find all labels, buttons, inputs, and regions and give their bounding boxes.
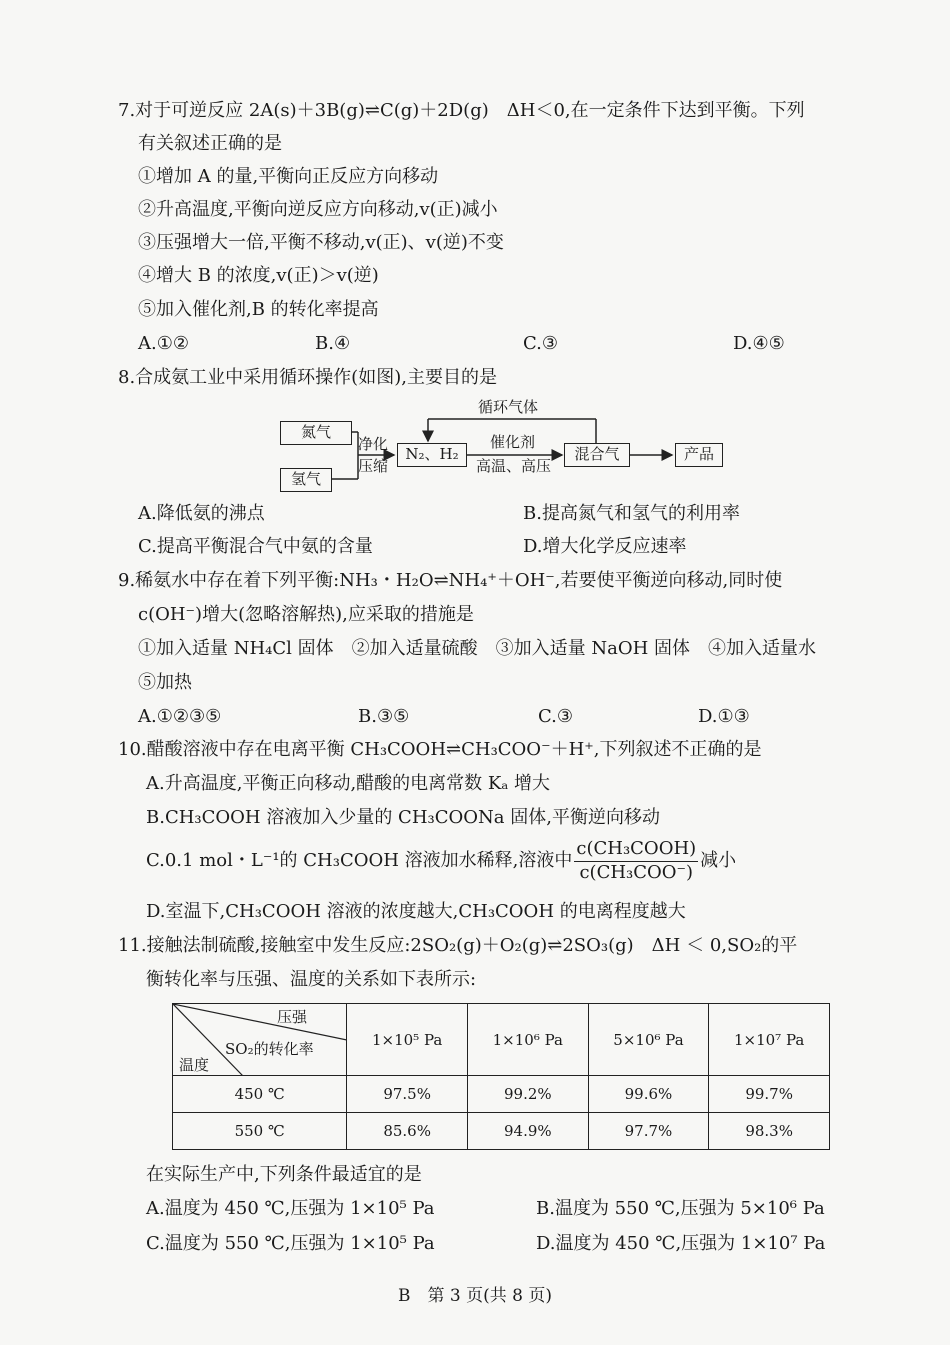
q11-stem-line2: 衡转化率与压强、温度的关系如下表所示: <box>146 969 477 990</box>
q9-items-line2: ⑤加热 <box>138 672 192 693</box>
q8-option-a: A.降低氨的沸点 <box>138 503 265 524</box>
q8-option-d: D.增大化学反应速率 <box>523 536 687 557</box>
table-row <box>173 1113 830 1150</box>
page-footer: B 第 3 页(共 8 页) <box>397 1286 552 1306</box>
concentration-ratio <box>574 838 698 884</box>
table-corner-cell <box>173 1004 347 1076</box>
q9-option-d: D.①③ <box>698 706 750 727</box>
q7-option-d: D.④⑤ <box>733 333 785 354</box>
product-box: 产品 <box>675 443 723 467</box>
q9-option-c: C.③ <box>538 706 573 727</box>
q11-ask: 在实际生产中,下列条件最适宜的是 <box>146 1164 422 1185</box>
header-pressure-4: 1×10⁷ Pa <box>709 1004 830 1076</box>
hydrogen-box: 氢气 <box>280 468 332 492</box>
table-row <box>173 1076 830 1113</box>
table-cell: 97.5% <box>347 1076 468 1113</box>
corner-rate-label: SO₂的转化率 <box>225 1040 314 1058</box>
q7-item-3: ③压强增大一倍,平衡不移动,v(正)、v(逆)不变 <box>138 232 504 253</box>
q8-option-b: B.提高氮气和氢气的利用率 <box>523 503 740 524</box>
corner-temp-label: 温度 <box>179 1056 210 1074</box>
q7-item-5: ⑤加入催化剂,B 的转化率提高 <box>138 299 379 320</box>
q7-stem-line2: 有关叙述正确的是 <box>138 133 282 154</box>
q9-stem-line2: c(OH⁻)增大(忽略溶解热),应采取的措施是 <box>138 604 474 625</box>
q10-stem: 10.醋酸溶液中存在电离平衡 CH₃COOH⇌CH₃COO⁻＋H⁺,下列叙述不正确的是 <box>118 739 762 760</box>
q10-option-b: B.CH₃COOH 溶液加入少量的 CH₃COONa 固体,平衡逆向移动 <box>146 807 660 828</box>
header-pressure-1: 1×10⁵ Pa <box>347 1004 468 1076</box>
q7-option-c: C.③ <box>523 333 558 354</box>
q10-option-c <box>146 838 736 884</box>
conditions-label: 高温、高压 <box>476 457 552 475</box>
q7-item-2: ②升高温度,平衡向逆反应方向移动,v(正)减小 <box>138 199 498 220</box>
conversion-rate-table <box>172 1003 830 1150</box>
catalyst-label: 催化剂 <box>490 433 536 451</box>
row-temp: 550 ℃ <box>173 1113 347 1150</box>
q8-stem: 8.合成氨工业中采用循环操作(如图),主要目的是 <box>118 367 497 388</box>
q11-option-a: A.温度为 450 ℃,压强为 1×10⁵ Pa <box>146 1198 435 1219</box>
q10-option-c-prefix: C.0.1 mol・L⁻¹的 CH₃COOH 溶液加水稀释,溶液中 <box>146 850 573 871</box>
corner-pressure-label: 压强 <box>277 1008 308 1026</box>
q7-option-a: A.①② <box>138 333 189 354</box>
compress-label: 压缩 <box>358 457 389 475</box>
nitrogen-box: 氮气 <box>280 421 352 445</box>
q7-option-b: B.④ <box>315 333 351 354</box>
q9-option-b: B.③⑤ <box>358 706 410 727</box>
q10-option-c-suffix: 减小 <box>700 850 737 871</box>
row-temp: 450 ℃ <box>173 1076 347 1113</box>
header-pressure-2: 1×10⁶ Pa <box>467 1004 588 1076</box>
ratio-denominator: c(CH₃COO⁻) <box>579 861 694 883</box>
q7-item-1: ①增加 A 的量,平衡向正反应方向移动 <box>138 166 439 187</box>
purify-label: 净化 <box>358 435 389 453</box>
table-cell: 97.7% <box>588 1113 709 1150</box>
table-cell: 85.6% <box>347 1113 468 1150</box>
ratio-numerator: c(CH₃COOH) <box>574 838 698 862</box>
table-cell: 99.7% <box>709 1076 830 1113</box>
table-cell: 99.6% <box>588 1076 709 1113</box>
q7-stem-line1: 7.对于可逆反应 2A(s)＋3B(g)⇌C(g)＋2D(g) ΔH＜0,在一定条件下达到平衡。下列 <box>118 100 805 121</box>
recycle-label: 循环气体 <box>478 398 539 416</box>
q7-item-4: ④增大 B 的浓度,v(正)＞v(逆) <box>138 265 379 286</box>
q10-option-d: D.室温下,CH₃COOH 溶液的浓度越大,CH₃COOH 的电离程度越大 <box>146 901 686 922</box>
q11-stem-line1: 11.接触法制硫酸,接触室中发生反应:2SO₂(g)＋O₂(g)⇌2SO₃(g) ΔH ＜ 0,SO₂的平 <box>118 935 798 956</box>
q11-option-c: C.温度为 550 ℃,压强为 1×10⁵ Pa <box>146 1233 435 1254</box>
q11-option-d: D.温度为 450 ℃,压强为 1×10⁷ Pa <box>536 1233 826 1254</box>
table-cell: 94.9% <box>467 1113 588 1150</box>
q9-option-a: A.①②③⑤ <box>138 706 222 727</box>
table-cell: 98.3% <box>709 1113 830 1150</box>
q8-option-c: C.提高平衡混合气中氨的含量 <box>138 536 373 557</box>
header-pressure-3: 5×10⁶ Pa <box>588 1004 709 1076</box>
mixture-box: 混合气 <box>564 443 630 467</box>
q10-option-a: A.升高温度,平衡正向移动,醋酸的电离常数 Kₐ 增大 <box>146 773 550 794</box>
ammonia-cycle-diagram <box>270 395 730 495</box>
q11-option-b: B.温度为 550 ℃,压强为 5×10⁶ Pa <box>536 1198 825 1219</box>
table-cell: 99.2% <box>467 1076 588 1113</box>
q9-stem-line1: 9.稀氨水中存在着下列平衡:NH₃・H₂O⇌NH₄⁺＋OH⁻,若要使平衡逆向移动,同时使 <box>118 570 783 591</box>
q9-items-line1: ①加入适量 NH₄Cl 固体 ②加入适量硫酸 ③加入适量 NaOH 固体 ④加入适量水 <box>138 638 817 659</box>
reactants-box: N₂、H₂ <box>397 443 467 467</box>
